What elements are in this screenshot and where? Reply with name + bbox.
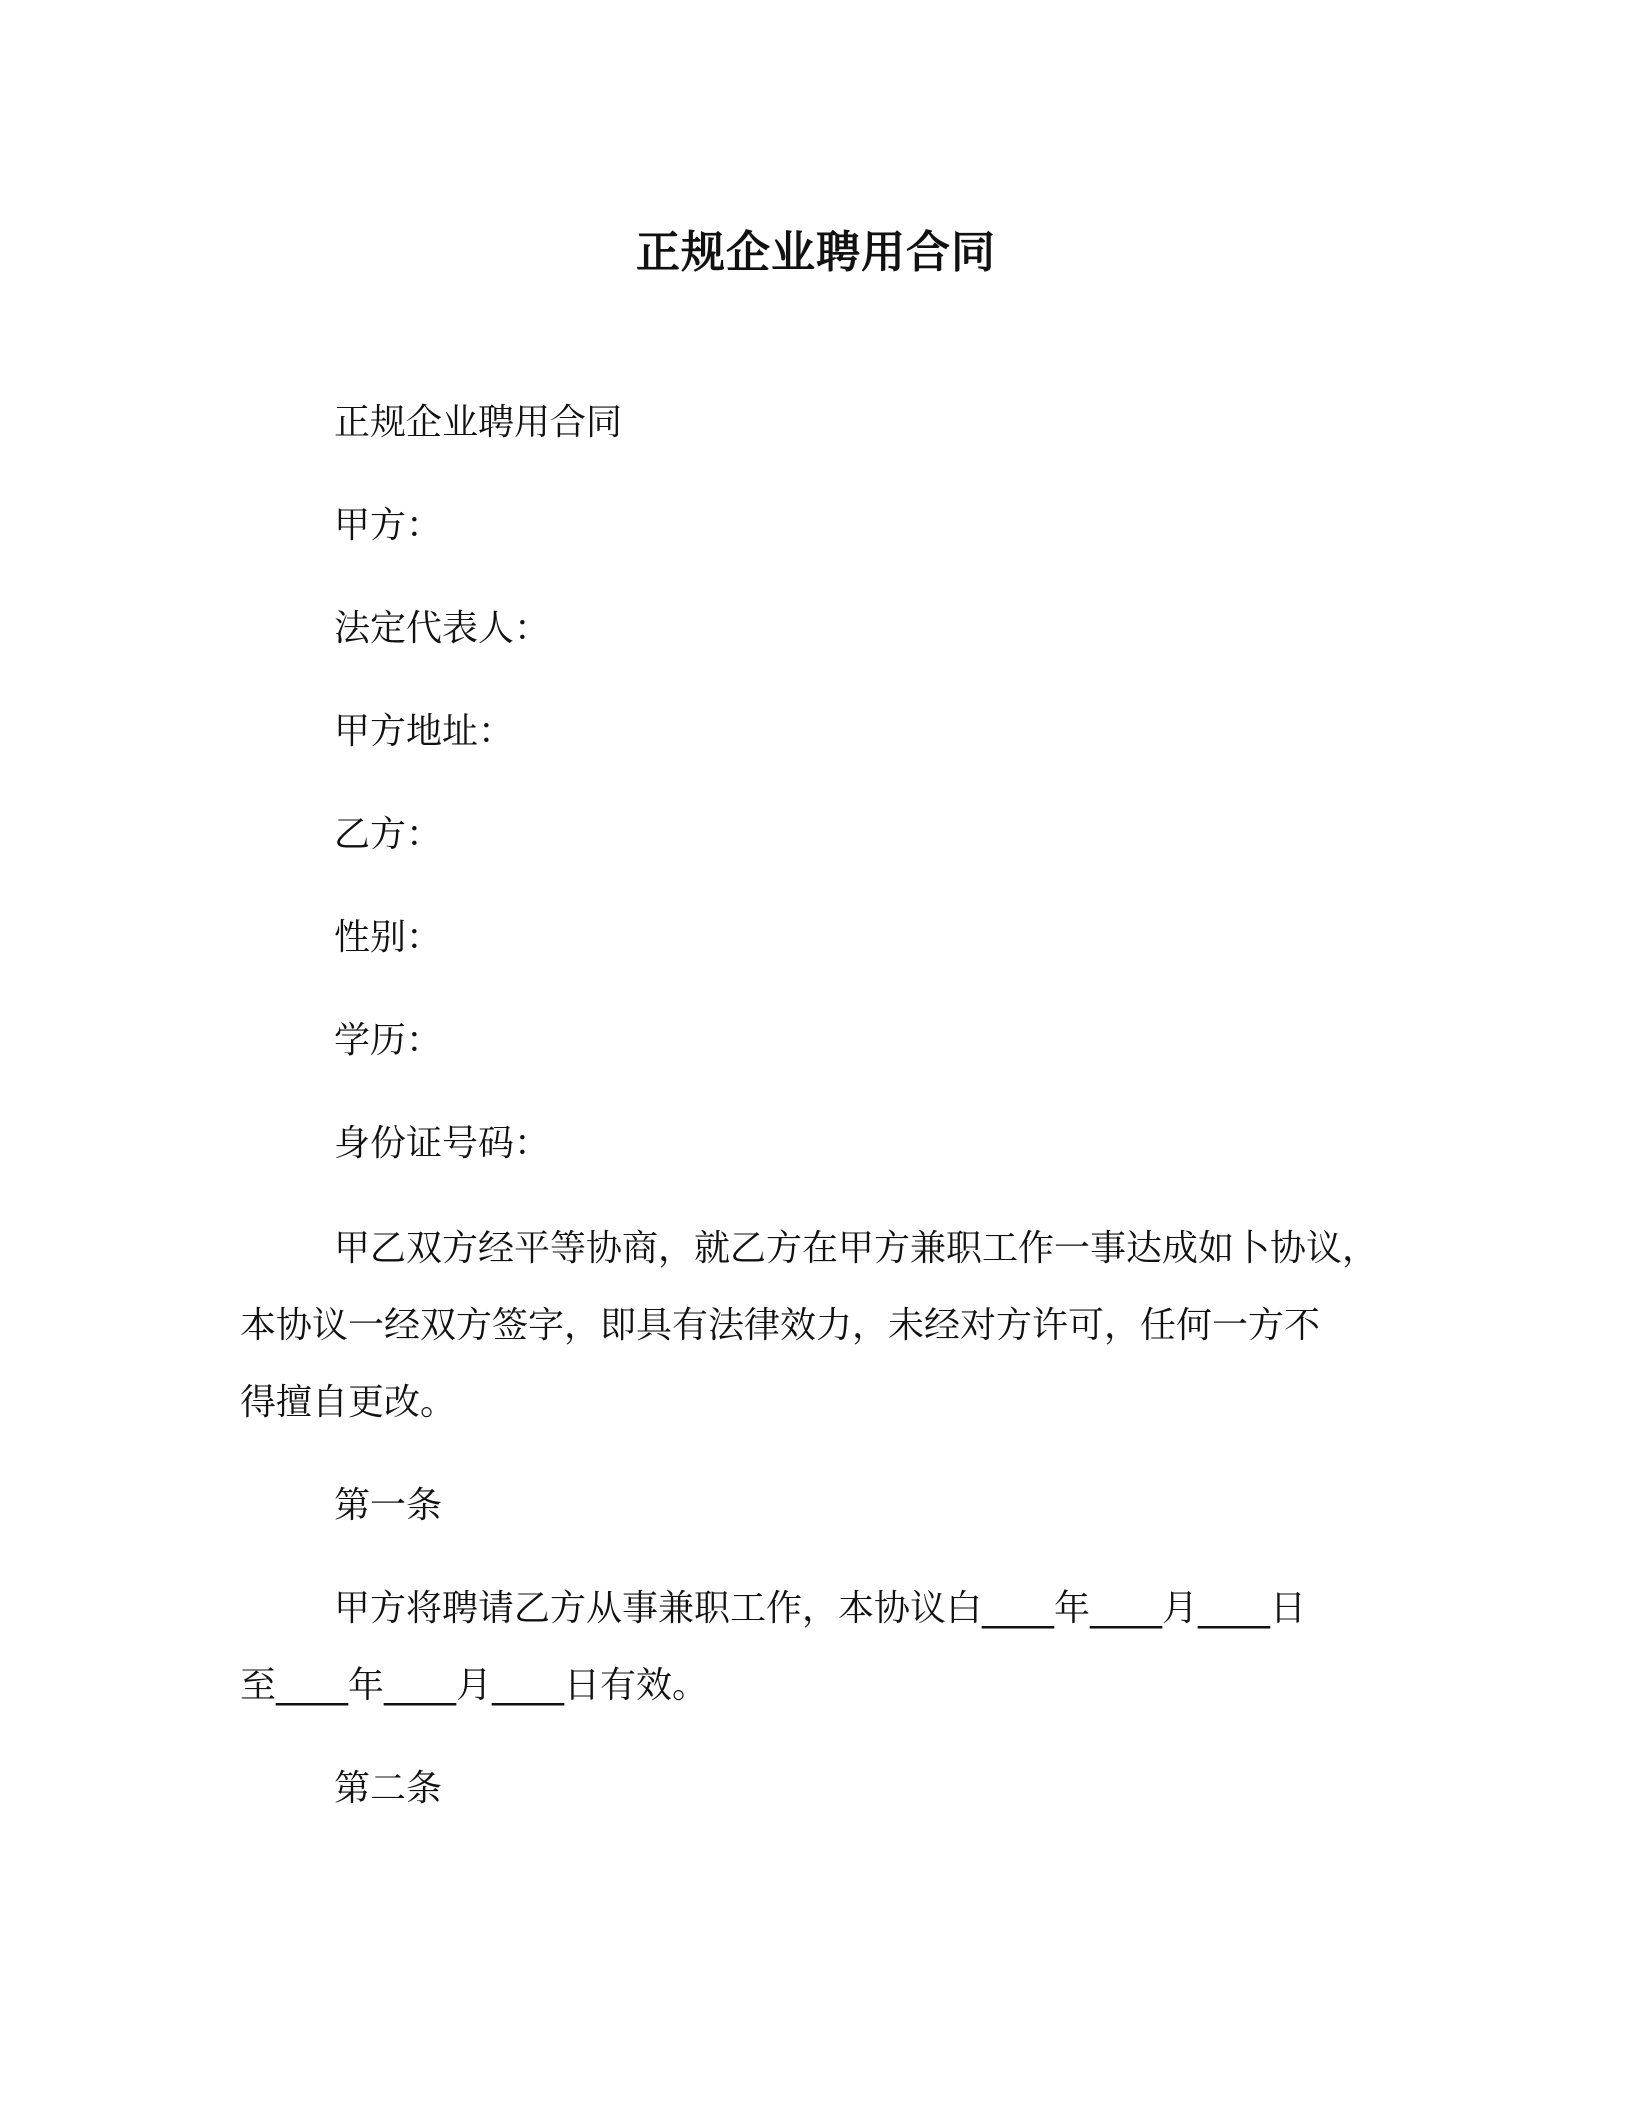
agreement-paragraph-line-3: 得擅自更改。 [240, 1382, 457, 1423]
contract-heading: 正规企业聘用合同 [334, 402, 623, 443]
article-1-heading: 第一条 [334, 1485, 443, 1526]
education-label: 学历： [334, 1020, 443, 1061]
article-1-text-line-1: 甲方将聘请乙方从事兼职工作，本协议白____年____月____日 [334, 1588, 1307, 1629]
party-a-address-label: 甲方地址： [334, 711, 515, 752]
document-title: 正规企业聘用合同 [636, 227, 996, 278]
legal-representative-label: 法定代表人： [334, 608, 551, 649]
gender-label: 性别： [334, 917, 443, 958]
party-a-label: 甲方： [334, 505, 443, 546]
id-number-label: 身份证号码： [334, 1123, 551, 1164]
article-2-heading: 第二条 [334, 1768, 443, 1809]
article-1-text-line-2: 至____年____月____日有效。 [240, 1665, 709, 1706]
party-b-label: 乙方： [334, 814, 443, 855]
agreement-paragraph-line-1: 甲乙双方经平等协商，就乙方在甲方兼职工作一事达成如卜协议， [334, 1228, 1379, 1269]
agreement-paragraph-line-2: 本协议一经双方签字，即具有法律效力，未经对方许可，任何一方不 [240, 1305, 1321, 1346]
